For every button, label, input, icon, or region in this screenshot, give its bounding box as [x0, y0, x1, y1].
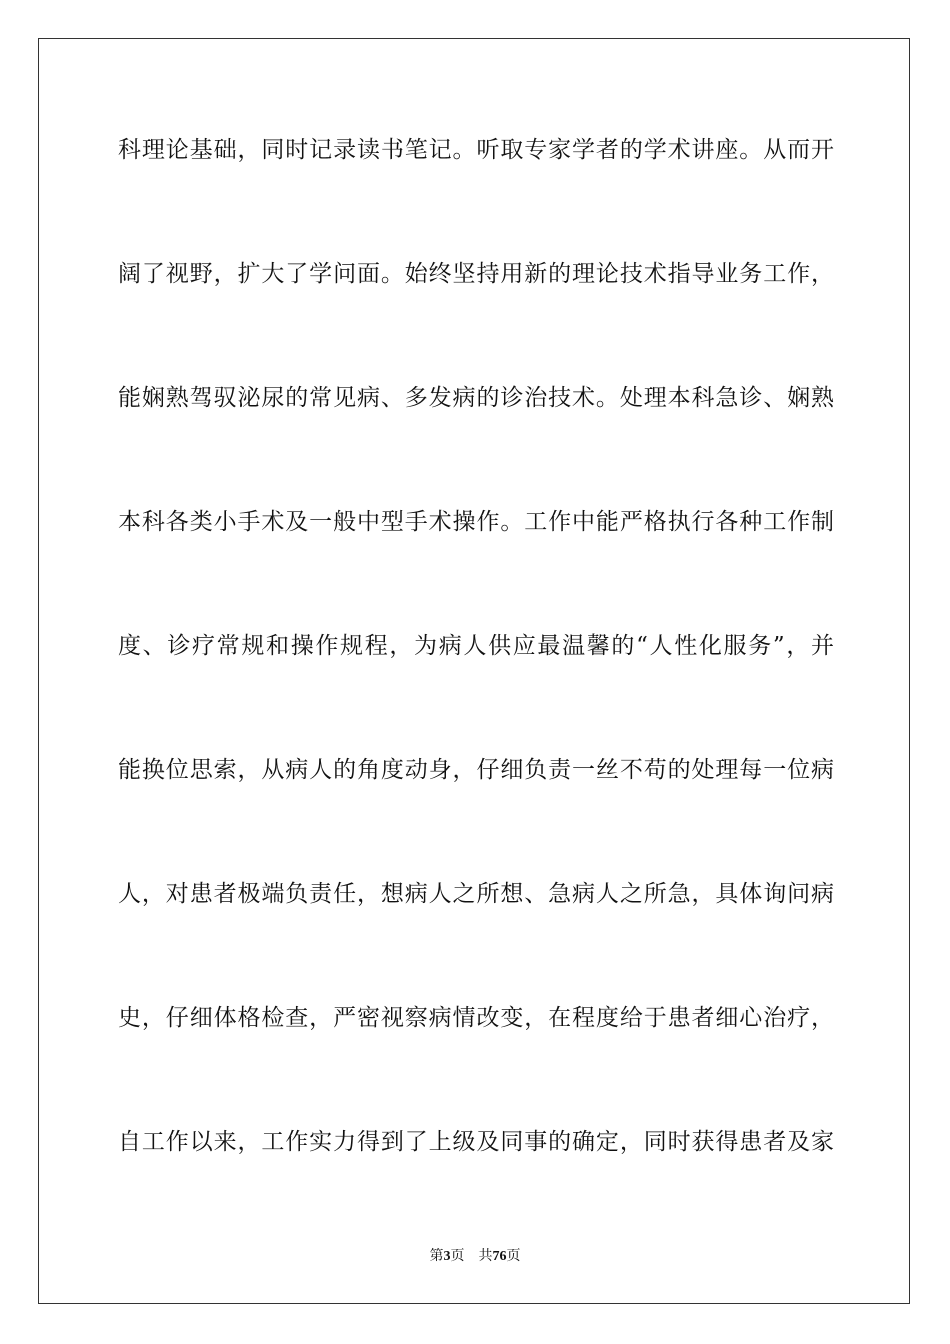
text-line: 史，仔细体格检查，严密视察病情改变，在程度给于患者细心治疗， [118, 1005, 834, 1031]
text-line: 阔了视野，扩大了学问面。始终坚持用新的理论技术指导业务工作， [118, 261, 834, 287]
text-line: 科理论基础，同时记录读书笔记。听取专家学者的学术讲座。从而开 [118, 137, 834, 163]
text-line: 人，对患者极端负责任，想病人之所想、急病人之所急，具体询问病 [118, 881, 834, 907]
total-prefix: 共 [478, 1248, 493, 1264]
text-line: 自工作以来，工作实力得到了上级及同事的确定，同时获得患者及家 [118, 1129, 834, 1155]
total-suffix: 页 [506, 1248, 521, 1264]
page-footer [0, 1246, 950, 1267]
text-line: 本科各类小手术及一般中型手术操作。工作中能严格执行各种工作制 [118, 509, 834, 535]
text-line: 度、诊疗常规和操作规程，为病人供应最温馨的“人性化服务”，并 [118, 633, 834, 659]
text-line: 能娴熟驾驭泌尿的常见病、多发病的诊治技术。处理本科急诊、娴熟 [118, 385, 834, 411]
page-border [38, 38, 910, 1304]
page-prefix: 第 [429, 1248, 444, 1264]
page-suffix: 页 [450, 1248, 465, 1264]
text-line: 能换位思索，从病人的角度动身，仔细负责一丝不苟的处理每一位病 [118, 757, 834, 783]
page-number: 3 [443, 1249, 451, 1264]
total-pages: 76 [492, 1249, 507, 1264]
